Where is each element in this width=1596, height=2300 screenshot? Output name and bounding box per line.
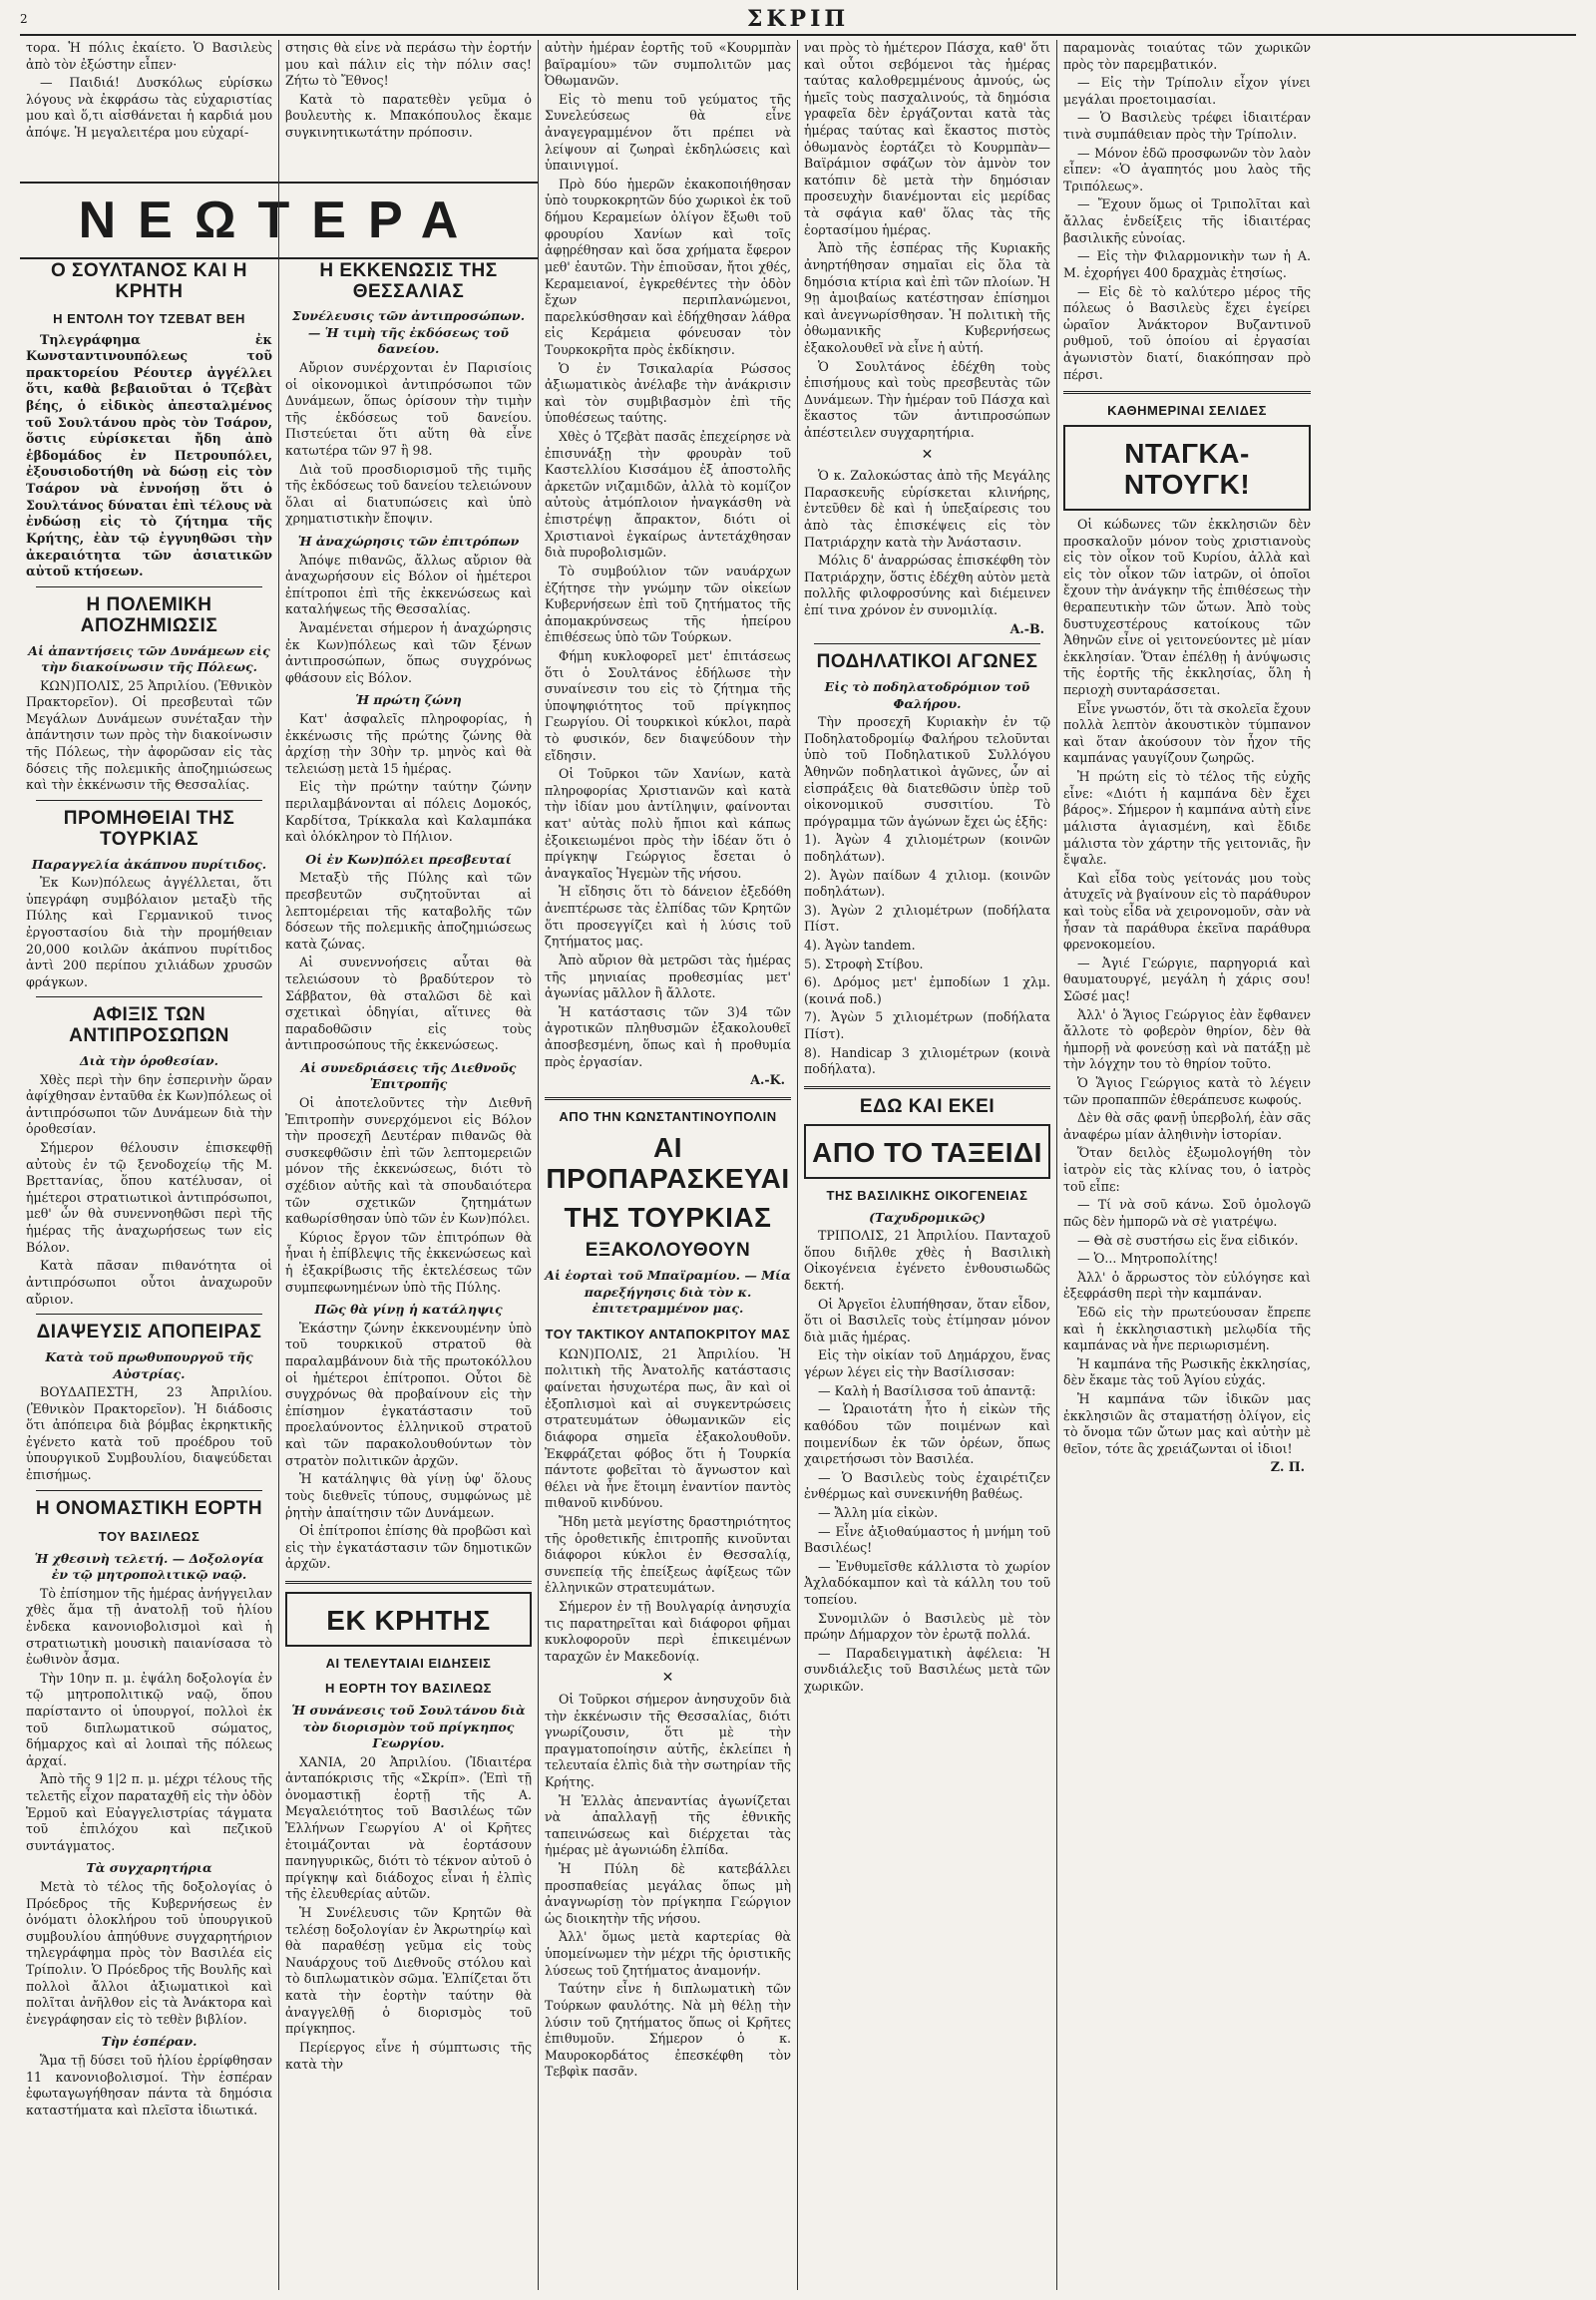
banner-spacer [285,144,532,253]
col1-p1: Τηλεγράφημα ἐκ Κωνσταντινουπόλεως τοῦ πρακτορείου Ρέουτερ ἀγγέλλει ὅτι, καθὰ βεβαιοῦται ὁ Τζεβὰτ βέης, ὁ εἰδικὸς ἀπεσταλμένος τοῦ Σουλτάνου πρὸς τὸν Τσάρον, ὅστις εὑρίσκεται ἤδη ἀπὸ ἑβδομάδος ἐν Πετρουπόλει, ἐξουσιοδοτήθη νὰ δώσῃ εἰς τὸν Τσάρον νὰ ἐννοήσῃ ὅτι ὁ Σουλτάνος δύναται ἐπὶ τέλους νὰ ἐνδώσῃ εἰς τὸ ζήτημα τῆς Κρήτης, ἐὰν τῷ ἐγγυηθῶσι τὴν ἀκεραιότητα τῶν ἀσιατικῶν αὐτοῦ κτήσεων. [26,331,272,579]
col2-heading-7: ΕΚ ΚΡΗΤΗΣ [326,1604,491,1636]
col5-p1-6: — Εἰς δὲ τὸ καλύτερο μέρος τῆς πόλεως ὁ Βασιλεὺς ἔχει ἐγείρει ὡραῖον Ἀνάκτορον Βυζαντινοῦ ρυθμοῦ, τοῦ ὁποίου αἱ ἐργασίαι ἀγωνιστὸν διατί, διακόπησαν πρὸ πέρσι. [1063,283,1311,382]
col3-heading-1-sub: Αἱ ἑορταὶ τοῦ Μπαϊραμίου. — Μία παρεξήγησις διὰ τὸν κ. ἐπιτετραμμένον μας. [545,1268,791,1317]
newspaper-title: ΣΚΡΙΠ [746,6,850,32]
col4-program-6: 7). Ἀγὼν 5 χιλιομέτρων (ποδήλατα Πίστ). [804,1009,1050,1042]
rule [36,1314,262,1315]
col3-signature-1: Α.-Κ. [750,1072,785,1088]
col2-p3-1: Εἰς τὴν πρώτην ταύτην ζώνην περιλαμβάνονται αἱ πόλεις Δομοκός, Καρδίτσα, Τρίκκαλα καὶ Καλαμπάκα καὶ ὁλόκληρον τὸ Πήλιον. [285,779,532,845]
column-2 [279,40,539,2290]
col2-heading-8: Ἡ συνάνεσις τοῦ Σουλτάνου διὰ τὸν διορισμὸν τοῦ πρίγκηπος Γεωργίου. [291,1703,526,1751]
col4-p1-0: ναι πρὸς τὸ ἡμέτερον Πάσχα, καθ' ὅτι καὶ οὗτοι σεβόμενοι τὰς ἡμέρας ταύτας καλοθρεμμένους ἀμνούς, ὡς ἡμεῖς τοὺς πασχαλινούς, τὰ δημόσια γραφεῖα δὲν ἐργάζονται κατὰ τὰς ἡμέρας ταύτας καὶ ἕκαστος πιστὸς ὀθωμανὸς ἑορτάζει τὸ Κουρμπὰν—Βαϊράμιον σφάζων τὸν ἀμνὸν τον κατόπιν δὲ μετὰ τὴν δημόσιαν προσευχὴν διανέμονται εἰς μερίδας τὰ σφάγια καθ' ὅλας τὰς τῆς ἑορτασίμου ἡμέρας. [804,40,1050,237]
col5-heading-1: ΚΑΘΗΜΕΡΙΝΑΙ ΣΕΛΙΔΕΣ [1107,403,1267,419]
double-rule [545,1097,791,1100]
rule [36,996,262,997]
col5-p1-1: — Εἰς τὴν Τρίπολιν εἶχον γίνει μεγάλαι προετοιμασίαι. [1063,75,1311,107]
col3-heading-1-sub2: ΤΟΥ ΤΑΚΤΙΚΟΥ ΑΝΤΑΠΟΚΡΙΤΟΥ ΜΑΣ [545,1326,791,1342]
separator-cross: ✕ [921,446,934,463]
col2-p3-0: Κατ' ἀσφαλεῖς πληροφορίας, ἡ ἐκκένωσις τῆς πρώτης ζώνης θὰ ἀρχίσῃ τὴν 30ὴν τρ. μηνὸς καὶ θὰ τελειώσῃ μετὰ 15 ἡμέρας. [285,710,532,776]
col4-p2-1: Μόλις δ' ἀναρρώσας ἐπισκέφθη τὸν Πατριάρχην, ὅστις ἐδέχθη αὐτὸν μετὰ πολλῆς φιλοφροσύνης καὶ διέμεινεν ἐπί τινα χρόνον ἐν συνομιλίᾳ. [804,553,1050,617]
col1-heading-6-b: ΤΟΥ ΒΑΣΙΛΕΩΣ [98,1528,200,1544]
col3-p3-4: Ταύτην εἶνε ἡ διπλωματικὴ τῶν Τούρκων φαυλότης. Νὰ μὴ θέλῃ τὴν λύσιν τοῦ ζητήματος ὅπως οἱ Κρῆτες ἐπιθυμοῦν. Σήμερον ὁ κ. Μαυροκορδάτος ἐπεσκέφθη τὸν Τεβφὶκ πασᾶν. [545,1981,791,2080]
col2-heading-2: Ἡ ἀναχώρησις τῶν ἐπιτρόπων [297,534,520,550]
col4-p4-1: Οἱ Ἀργεῖοι ἐλυπήθησαν, ὅταν εἶδον, ὅτι οἱ Βασιλεῖς τοὺς ἐτίμησαν μόνον διὰ μιᾶς ἡμέρας. [804,1296,1050,1344]
col3-p1-0: αὐτὴν ἡμέραν ἑορτῆς τοῦ «Κουρμπὰν βαϊραμίου» τῶν συμπολιτῶν μας Ὀθωμανῶν. [545,40,791,89]
col4-p4-5: — Ὁ Βασιλεὺς τοὺς ἐχαιρέτιζεν ἐνθέρμως καὶ συνεκινήθη βαθέως. [804,1469,1050,1502]
col3-p3-1: Ἡ Ἑλλὰς ἀπεναντίας ἀγωνίζεται νὰ ἀπαλλαγῇ τῆς ἐθνικῆς ταπεινώσεως καὶ διέρχεται τὰς ἡμέρας μὲ ἀγωνιώδη ἐλπίδα. [545,1792,791,1858]
col4-p4-8: — Ἐνθυμεῖσθε κάλλιστα τὸ χωρίον Ἀχλαδόκαμπον καὶ τὰ κάλλη του τοῦ τοπείου. [804,1558,1050,1608]
col4-p4-2: Εἰς τὴν οἰκίαν τοῦ Δημάρχου, ἕνας γέρων λέγει εἰς τὴν Βασίλισσαν: [804,1347,1050,1380]
col2-heading-7-sub: ΑΙ ΤΕΛΕΥΤΑΙΑΙ ΕΙΔΗΣΕΙΣ [325,1655,492,1671]
col4-heading-2: ΕΔΩ ΚΑΙ ΕΚΕΙ [859,1095,996,1117]
masthead [20,6,1576,36]
col5-p2-15: Ἡ καμπάνα τῶν ἰδικῶν μας ἐκκλησιῶν ἂς σταματήσῃ ὀλίγον, εἰς τὸ ὄνομα τῶν ὤτων μας καὶ αὐτὴν μὲ θεῖον, τότε ἂς χρειάζωνται οἱ ἰδιοι! [1063,1391,1311,1456]
col4-program-2: 3). Ἀγὼν 2 χιλιομέτρων (ποδήλατα Πίστ. [804,902,1050,935]
col5-p1-2: — Ὁ Βασιλεὺς τρέφει ἰδιαιτέραν τινὰ συμπάθειαν πρὸς τὴν Τρίπολιν. [1063,110,1311,143]
col2-heading-4: Οἱ ἐν Κων)πόλει πρεσβευταί [305,851,512,867]
col5-p2-1: Εἶνε γνωστόν, ὅτι τὰ σκολεῖα ἔχουν πολλὰ λεπτὸν ἀκουστικὸν τύμπανον καὶ ὅταν ἀκούσουν τὸν ἦχον τῆς καμπάνας γαυγίζουν ζωηρῶς. [1063,700,1311,766]
col5-p1-0: παραμονὰς τοιαύτας τῶν χωρικῶν πρὸς τὸν παρεμβατικόν. [1063,40,1311,72]
col3-p1-7: Οἱ Τοῦρκοι τῶν Χανίων, κατὰ πληροφορίας Χριστιανῶν καὶ κατὰ τὴν ἰδίαν μου ἀντίληψιν, φαίνονται κατ' αὐτὰς πολὺ ἤπιοι καὶ κάπως ἐξοικειωμένοι πρὸς τὴν ἰδέαν ὅτι ὁ πρίγκηψ Γεώργιος ἔσεται ὁ ἀναγκαῖος Ἡγεμὼν τῆς νήσου. [545,766,791,881]
col2-p2-0: Ἀπόψε πιθανῶς, ἄλλως αὔριον θὰ ἀναχωρήσουν εἰς Βόλον οἱ ἡμέτεροι ἐπίτροποι ἐπὶ τῆς ἐκκενώσεως καὶ καταλήψεως τῆς Θεσσαλίας. [285,552,532,617]
col3-p2-1: Ἤδη μετὰ μεγίστης δραστηριότητος τῆς ὁροθετικῆς ἐπιτροπῆς κινοῦνται διάφοροι κύκλοι ἐν Θεσσαλίᾳ, συνεπείᾳ τῆς ἐπείξεως ἀφίξεως τῶν ἑλληνικῶν στρατευμάτων. [545,1513,791,1596]
col1-heading-6: Η ΟΝΟΜΑΣΤΙΚΗ ΕΟΡΤΗ [35,1497,263,1519]
col4-program-1: 2). Ἀγὼν παίδων 4 χιλιομ. (κοινῶν ποδηλάτων). [804,867,1050,900]
col2-p6-0: Ἑκάστην ζώνην ἐκκενουμένην ὑπὸ τοῦ τουρκικοῦ στρατοῦ θὰ παραλαμβάνουν διὰ τῆς πρωτοκόλλου οἱ ἡμέτεροι ἐπίτροποι. Οὗτοι δὲ συγχρόνως θὰ προβαίνουν εἰς τὴν ἐπίσημον ἐγκατάστασιν τοῦ προελαύνοντος ἑλληνικοῦ στρατοῦ καὶ τῶν παρακολουθούντων τὸν στρατὸν πολιτικῶν ἀρχῶν. [285,1320,532,1468]
col2-p1-0: Αὔριον συνέρχονται ἐν Παρισίοις οἱ οἰκονομικοὶ ἀντιπρόσωποι τῶν Δυνάμεων, ὅπως ὁρίσουν τὴν τιμὴν τῆς ἐκδόσεως τοῦ δανείου. Πιστεύεται ὅτι αὕτη θὰ εἶνε κατωτέρα τῶν 97 ἢ 98. [285,359,532,458]
col2-heading-7-sub2: Η ΕΟΡΤΗ ΤΟΥ ΒΑΣΙΛΕΩΣ [325,1680,492,1696]
col5-p2-14: Ἡ καμπάνα τῆς Ρωσικῆς ἐκκλησίας, δὲν ἔκαμε τὰς τοῦ Ἁγίου εὐχάς. [1063,1355,1311,1388]
col2-p8-1: Ἡ Συνέλευσις τῶν Κρητῶν θὰ τελέσῃ δοξολογίαν ἐν Ἀκρωτηρίῳ καὶ θὰ παραθέσῃ γεῦμα εἰς τοὺς Ναυάρχους τοῦ Διεθνοῦς στόλου καὶ τὸ διπλωματικὸν σῶμα. Ἐλπίζεται ὅτι κατὰ τὴν ἑορτὴν ταύτην θὰ ἀναγγελθῇ ὁ διορισμὸς τοῦ πρίγκηπος. [285,1905,532,2037]
col3-heading-1: ΑΠΟ ΤΗΝ ΚΩΝΣΤΑΝΤΙΝΟΥΠΟΛΙΝ [559,1108,777,1124]
col4-p4-10: — Παραδειγματικὴ ἀφέλεια: Ἡ συνδιάλεξις τοῦ Βασιλέως μετὰ τῶν χωρικῶν. [804,1645,1050,1695]
col5-p2-7: Δὲν θὰ σᾶς φανῇ ὑπερβολή, ἐὰν σᾶς ἀναφέρω μίαν ἀληθινὴν ἱστορίαν. [1063,1110,1311,1142]
double-rule [285,1581,532,1584]
col4-program-4: 5). Στροφὴ Στίβου. [804,956,924,971]
col4-p2-0: Ὁ κ. Ζαλοκώστας ἀπὸ τῆς Μεγάλης Παρασκευῆς εὑρίσκεται κλινήρης, ἐντεῦθεν δὲ καὶ ἡ ὑπεξαίρεσις του ἀπὸ τὰς ἐπισκέψεις εἰς τὸν Πατριάρχην κατὰ τὴν Ἀνάστασιν. [804,468,1050,550]
rule [36,1490,262,1491]
col1-heading-1: Ο ΣΟΥΛΤΑΝΟΣ ΚΑΙ Η ΚΡΗΤΗ [50,259,248,302]
col1-p5: ΒΟΥΔΑΠΕΣΤΗ, 23 Ἀπριλίου. (Ἐθνικὸν Πρακτορεῖον). Ἡ διάδοσις ὅτι ἀπόπειρα διὰ βόμβας ἐκρηκτικῆς ἐγένετο κατὰ τοῦ προέδρου τοῦ ὑπουργικοῦ Συμβουλίου, διαψεύδεται ἐπισήμως. [26,1384,272,1483]
col1-top-1: — Παιδιά! Δυσκόλως εὑρίσκω λόγους νὰ ἐκφράσω τὰς εὐχαριστίας μου καὶ ὅ,τι αἰσθάνεται ἡ καρδιά μου ἀπόψε. Ἡ μεγαλειτέρα μου εὐχαρί- [26,75,272,141]
col3-p2-0: ΚΩΝ)ΠΟΛΙΣ, 21 Ἀπριλίου. Ἡ πολιτικὴ τῆς Ἀνατολῆς κατάστασις φαίνεται ἠσυχωτέρα πως, ἂν καὶ οἱ ἐξοπλισμοὶ καὶ αἱ συγκεντρώσεις στρατευμάτων ὀθωμανικῶν εἰς διάφορα σημεῖα ἐξακολουθοῦν. Ἐκφράζεται φόβος ὅτι ἡ Τουρκία πάντοτε φοβεῖται τὸ ἄγνωστον καὶ θέλει νὰ ἦνε ἕτοιμη ἐναντίον παντὸς πιθανοῦ κινδύνου. [545,1345,791,1511]
col2-p1-1: Διὰ τοῦ προσδιορισμοῦ τῆς τιμῆς τῆς ἐκδόσεως τοῦ δανείου τελειώνουν ὅλαι αἱ διατυπώσεις καὶ ὑπὸ χρηματιστικὴν ἔποψιν. [285,461,532,527]
col3-p1-5: Τὸ συμβούλιον τῶν ναυάρχων ἐζήτησε τὴν γνώμην τῶν οἰκείων Κυβερνήσεων ἐπὶ τοῦ ζητήματος τῆς ἀπομακρύνσεως τῆς ἠπείρου ἐπιθέσεως ὑπὸ τῶν Τούρκων. [545,563,791,645]
col3-p3-0: Οἱ Τοῦρκοι σήμερον ἀνησυχοῦν διὰ τὴν ἐκκένωσιν τῆς Θεσσαλίας, διότι γνωρίζουσιν, ὅτι μὲ τὴν πραγματοποίησιν αὐτῆς, ἐκλείπει ἡ τελευταία ἐλπὶς διὰ τὴν σωτηρίαν τῆς Κρήτης. [545,1691,791,1789]
col2-p6-1: Ἡ κατάληψις θὰ γίνῃ ὑφ' ὅλους τοὺς διεθνεῖς τύπους, συμφώνως μὲ ῥητὴν ἀπαίτησιν τῶν Δυνάμεων. [285,1471,532,1520]
col4-p4-4: — Ὡραιοτάτη ἦτο ἡ εἰκὼν τῆς καθόδου τῶν ποιμένων καὶ ποιμενίδων ἐκ τῶν ὀρέων, ὅπως χαιρετήσωσι τὸν Βασιλέα. [804,1401,1050,1467]
rule [814,643,1040,644]
col5-p2-8: Ὅταν δειλὸς ἐξωμολογήθη τὸν ἰατρὸν εἰς τὰς κλίνας του, ὁ ἰατρὸς τοῦ εἶπε: [1063,1145,1311,1194]
column-5 [1057,40,1317,2290]
col3-p1-2: Πρὸ δύο ἡμερῶν ἐκακοποιήθησαν ὑπὸ τουρκοκρητῶν δύο χωρικοὶ ἐκ τοῦ δήμου Κεραμείων ὀλίγον ἔξωθι τοῦ φρουρίου Χανίων καὶ τοῖς ἀφῃρέθησαν καὶ ὅσα χρήματα ἔφερον μεθ' ἑαυτῶν. Τὴν ἐπιοῦσαν, ἤτοι χθές, Κεραμειανοί, ἐγκρεθέντες τὴν ὁδὸν ἔχων περιπλανώμενοι, παρελκύσθησαν καὶ ἐδήχθησαν λάθρα εἰς Κεράμεια φόνευσαν τὸν Τουρκοκρῆτα πρὸς ἐκδίκησιν. [545,176,791,357]
col1-p7: Μετὰ τὸ τέλος τῆς δοξολογίας ὁ Πρόεδρος τῆς Κυβερνήσεως ἐν ὀνόματι ὁλοκλήρου τοῦ ὑπουργικοῦ συμβουλίου ἀπηύθυνε συγχαρητήριον τηλεγράφημα πρὸς τὸν Βασιλέα εἰς Τρίπολιν. Ὁ Πρόεδρος τῆς Βουλῆς καὶ πολλοὶ ἄλλοι ἀξιωματικοὶ καὶ πολῖται ἀνῆλθον εἰς τὰ Ἀνάκτορα καὶ ἐνεγράφησαν εἰς τὸ τεθὲν βιβλίον. [26,1878,272,2027]
banner-spacer [26,144,272,253]
columns [20,40,1576,2290]
col1-heading-2: Η ΠΟΛΕΜΙΚΗ ΑΠΟΖΗΜΙΩΣΙΣ [80,593,218,636]
col4-p3-0: Τὴν προσεχῆ Κυριακὴν ἐν τῷ Ποδηλατοδρομίῳ Φαλήρου τελοῦνται ὑπὸ τοῦ Ποδηλατικοῦ Συλλόγου Ἀθηνῶν ποδηλατικοὶ ἀγῶνες, ὧν αἱ εἰσπράξεις θὰ διατεθῶσιν ὑπὲρ τοῦ οἰκονομικοῦ συσσιτίου. Τὸ πρόγραμμα τῶν ἀγώνων ἔχει ὡς ἑξῆς: [804,714,1050,829]
col4-p4-0: ΤΡΙΠΟΛΙΣ, 21 Ἀπριλίου. Πανταχοῦ ὅπου διῆλθε χθὲς ἡ Βασιλικὴ Οἰκογένεια ἐγένετο ἐνθουσιωδῶς δεκτή. [804,1228,1050,1294]
col4-p4-3: — Καλὴ ἡ Βασίλισσα τοῦ ἀπαντᾷ: [818,1382,1036,1398]
col4-heading-3-b: ΤΗΣ ΒΑΣΙΛΙΚΗΣ ΟΙΚΟΓΕΝΕΙΑΣ [826,1187,1028,1203]
col5-p1-4: — Ἔχουν ὅμως οἱ Τριπολῖται καὶ ἄλλας ἐνδείξεις τῆς ἰδιαιτέρας βασιλικῆς εὐνοίας. [1063,196,1311,245]
col3-heading-1-b: ΑΙ ΠΡΟΠΑΡΑΣΚΕΥΑΙ [546,1131,790,1194]
col3-p1-3: Ὁ ἐν Τσικαλαρία Ρώσσος ἀξιωματικὸς ἀνέλαβε τὴν ἀνάκρισιν καὶ τὸν συμβιβασμὸν ἐπὶ τῆς ὑποθέσεως ταύτης. [545,360,791,426]
col1-heading-5-sub: Κατὰ τοῦ πρωθυπουργοῦ τῆς Αὐστρίας. [45,1349,253,1381]
col2-p4-1: Αἱ συνεννοήσεις αὗται θὰ τελειώσουν τὸ βραδύτερον τὸ Σάββατον, θὰ σταλῶσι δὲ καὶ σχετικαὶ ὁδηγίαι, αἵτινες θὰ παραδοθῶσιν εἰς τοὺς ἀντιπροσώπους τῆς ἐκκενώσεως. [285,955,532,1053]
col5-p2-0: Οἱ κώδωνες τῶν ἐκκλησιῶν δὲν προσκαλοῦν μόνον τοὺς χριστιανοὺς εἰς τὸν οἶκον τοῦ Κυρίου, ἀλλὰ καὶ εἰς τὸν οἶκον τῶν ἰατρῶν, οἱ ὁποῖοι ἔχουν τὴν ἀνάγκην τῆς ἐπιθέσεως τὴν θεραπευτικὴν τῶν ὤτων. Ἀπὸ τοὺς δυστυχεστέρους κατοίκους τῶν Ἀθηνῶν εἶνε οἱ γειτονεύοντες μὲ μίαν ἐκκλησίαν. Ὅταν ἐπέλθῃ ἡ ἀνύψωσις τῆς ἑορτῆς τῆς ἐκκλησίας, ὅλη ἡ περιοχὴ συνταράσσεται. [1063,516,1311,698]
rule [36,800,262,801]
col2-p5-0: Οἱ ἀποτελοῦντες τὴν Διεθνῆ Ἐπιτροπὴν συνερχόμενοι εἰς Βόλον τὴν προσεχῆ Δευτέραν πιθανῶς θὰ συσκεφθῶσιν ἐπὶ τῶν λεπτομερειῶν μόνον τῆς ἐκκενώσεως, διότι τὸ σχέδιον αὐτῆς καὶ τὰ σπουδαιότερα τῶν σχετικῶν ζητημάτων καθωρίσθησαν ὑπὸ τῶν ἐν Κων)πόλει. [285,1094,532,1227]
col1-p2: ΚΩΝ)ΠΟΛΙΣ, 25 Ἀπριλίου. (Ἐθνικὸν Πρακτορεῖον). Οἱ πρεσβευταὶ τῶν Μεγάλων Δυνάμεων συνέταξαν τὴν ἀπάντησιν των πρὸς τὴν διακοίνωσιν τῆς Πόλεως, τὴν ἀφορῶσαν εἰς τὰς δόσεις τῆς πολεμικῆς ἀποζημιώσεως καὶ τὴν ἐκκένωσιν τῆς Θεσσαλίας. [26,677,272,793]
column-1 [20,40,279,2290]
double-rule [1063,391,1311,394]
col2-p5-1: Κύριος ἔργον τῶν ἐπιτρόπων θὰ ἦναι ἡ ἐπίβλεψις τῆς ἐκκενώσεως καὶ ἡ ἐξακρίβωσις τῆς ἐκτελέσεως τῶν συμπεφωνημένων ὑπὸ τῆς Πύλης. [285,1229,532,1295]
col1-heading-6-sub: Ἡ χθεσινὴ τελετή. — Δοξολογία ἐν τῷ μητροπολιτικῷ ναῷ. [34,1550,264,1583]
rule [36,586,262,587]
col2-p4-0: Μεταξὺ τῆς Πύλης καὶ τῶν πρεσβευτῶν συζητοῦνται αἱ λεπτομέρειαι τῆς καταβολῆς τῶν δόσεων τῆς πολεμικῆς ἀποζημιώσεως κατὰ ζώνας. [285,870,532,952]
col3-p3-3: Ἀλλ' ὅμως μετὰ καρτερίας θὰ ὑπομείνωμεν τὴν μέχρι τῆς ὁριστικῆς λύσεως τοῦ ζητήματος ἀναμονήν. [545,1929,791,1978]
col1-heading-3: ΠΡΟΜΗΘΕΙΑΙ ΤΗΣ ΤΟΥΡΚΙΑΣ [63,807,235,850]
col5-p2-11: — Ὁ... Μητροπολίτης! [1077,1251,1219,1267]
col1-heading-1-sub: Η ΕΝΤΟΛΗ ΤΟΥ ΤΖΕΒΑΤ ΒΕΗ [53,311,245,327]
col1-p3: Ἐκ Κων)πόλεως ἀγγέλλεται, ὅτι ὑπεγράφη συμβόλαιον μεταξὺ τῆς Πύλης καὶ Γερμανικοῦ τινος ἐργοστασίου διὰ τὴν προμήθειαν 20,000 κοιλῶν ἀκάπνου πυρίτιδος ἀντὶ 200 περίπου χιλιάδων χρυσῶν φράγκων. [26,875,272,989]
col4-p4-6: — Ἄλλη μία εἰκὼν. [818,1504,939,1520]
col1-heading-2-sub: Αἱ ἀπαντήσεις τῶν Δυνάμεων εἰς τὴν διακοίνωσιν τῆς Πόλεως. [28,642,270,675]
page-number: 2 [20,12,28,26]
col1-p6-1: Τὴν 10ην π. μ. ἐψάλη δοξολογία ἐν τῷ μητροπολιτικῷ ναῷ, ὅπου παρίσταντο οἱ ὑπουργοί, πολλοὶ ἐκ τοῦ διπλωματικοῦ σώματος, δήμαρχος καὶ αἱ λοιπαὶ τῆς πόλεως ἀρχαί. [26,1670,272,1768]
col1-p8: Ἅμα τῇ δύσει τοῦ ἡλίου ἐρρίφθησαν 11 κανονιοβολισμοί. Τὴν ἑσπέραν ἐφωταγωγήθησαν πάντα τὰ δημόσια καταστήματα καὶ πλεῖστα ἰδιωτικά. [26,2052,272,2117]
col1-p4-1: Σήμερον θέλουσιν ἐπισκεφθῇ αὐτοὺς ἐν τῷ ξενοδοχείῳ τῆς Μ. Βρεττανίας, ὅπου κατέλυσαν, οἱ ἡμέτεροι στρατιωτικοὶ ἀντιπρόσωποι, μεθ' ὧν θὰ συνεννοηθῶσι περὶ τῆς ἡμέρας τῆς ἀναχωρήσεως των εἰς Βόλον. [26,1140,272,1255]
col5-p2-12: Ἀλλ' ὁ ἄρρωστος τὸν εὐλόγησε καὶ ἐξεφράσθη περὶ τὴν καμπάναν. [1063,1269,1311,1302]
col1-heading-4: ΑΦΙΞΙΣ ΤΩΝ ΑΝΤΙΠΡΟΣΩΠΩΝ [69,1004,229,1047]
col5-p2-13: Ἐδῶ εἰς τὴν πρωτεύουσαν ἔπρεπε καὶ ἡ ἐκκλησιαστικὴ μελῳδία τῆς καμπάνας νὰ ἦνε περιωρισμένη. [1063,1304,1311,1353]
col2-p2-1: Ἀναμένεται σήμερον ἡ ἀναχώρησις ἐκ Κων)πόλεως καὶ τῶν ξένων ἀντιπροσώπων, ὅπως συγχρόνως φθάσουν εἰς Βόλον. [285,619,532,685]
col4-p4-9: Συνομιλῶν ὁ Βασιλεὺς μὲ τὸν πρώην Δήμαρχον τὸν ἐρωτᾷ πολλά. [804,1610,1050,1643]
col4-program-7: 8). Handicap 3 χιλιομέτρων (κοινὰ ποδήλατα). [804,1044,1050,1077]
col1-p6-0: Τὸ ἐπίσημον τῆς ἡμέρας ἀνήγγειλαν χθὲς ἅμα τῇ ἀνατολῇ τοῦ ἡλίου ἐνδεκα κανονιοβολισμοὶ καὶ ἡ στρατιωτικὴ μουσικὴ παιανίσασα τὸ ἐωθινὸν ἆσμα. [26,1585,272,1668]
col4-p1-1: Ἀπὸ τῆς ἑσπέρας τῆς Κυριακῆς ἀνηρτήθησαν σημαῖαι εἰς ὅλα τὰ δημόσια κτίρια καὶ ἐπὶ τῶν πλοίων. Ἡ 9ῃ ἀμοιβαίως κατέστησαν ἐπίσημοι καὶ ἀνεγνωρίσθησαν. Ἡ πολιτικὴ τῆς ὀθωμανικῆς Κυβερνήσεως ἐξακολουθεῖ νὰ εἶνε ἡ αὐτή. [804,240,1050,355]
col2-heading-6: Πῶς θὰ γίνῃ ἡ κατάληψις [314,1302,503,1318]
col3-p3-2: Ἡ Πύλη δὲ κατεβάλλει προσπαθείας μεγάλας ὅπως μὴ ἀναγνωρίσῃ τὸν πρίγκηπα Γεώργιον ὡς διοικητὴν τῆς νήσου. [545,1861,791,1926]
column-4 [798,40,1057,2290]
separator-cross: ✕ [661,1670,674,1687]
col5-p1-5: — Εἰς τὴν Φιλαρμονικὴν των ἡ Α. Μ. ἐχορήγει 400 δραχμὰς ἐτησίως. [1063,248,1311,280]
col2-top-1: Κατὰ τὸ παρατεθὲν γεῦμα ὁ βουλευτὴς κ. Μπακόπουλος ἔκαμε συγκινητικωτάτην πρόποσιν. [285,91,532,141]
col5-heading-2: ΝΤΑΓΚΑ-ΝΤΟΥΓΚ! [1123,438,1251,501]
col1-heading-7: Τὰ συγχαρητήρια [86,1860,212,1876]
col5-p2-10: — Θὰ σὲ συστήσω εἰς ἕνα εἰδικόν. [1077,1232,1299,1248]
double-rule [804,1086,1050,1089]
col4-p1-2: Ὁ Σουλτάνος ἐδέχθη τοὺς ἐπισήμους καὶ τοὺς πρεσβευτὰς τῶν Δυνάμεων. Τὴν ἡμέραν τοῦ Πάσχα καὶ ἕκαστος τῶν ἀντιπροσώπων ἀπέστειλεν συγχαρητήρια. [804,358,1050,441]
col3-p1-9: Ἀπὸ αὔριον θὰ μετρῶσι τὰς ἡμέρας τῆς μηνιαίας προθεσμίας μετ' ἀγωνίας μᾶλλον ἢ ἄλλοτε. [545,952,791,1001]
col1-p4-2: Κατὰ πᾶσαν πιθανότητα οἱ ἀντιπρόσωποι οὗτοι ἀναχωροῦν αὔριον. [26,1258,272,1307]
col5-p2-6: Ὁ Ἅγιος Γεώργιος κατὰ τὸ λέγειν τῶν προπαππῶν ἐθεράπευσε κωφούς. [1063,1075,1311,1107]
col1-heading-3-sub: Παραγγελία ἀκάπνου πυρίτιδος. [31,856,267,872]
col5-p2-2: Ἡ πρώτη εἰς τὸ τέλος τῆς εὐχῆς εἶνε: «Διότι ἡ καμπάνα δὲν ἔχει βάρος». Σήμερον ἡ καμπάνα αὐτὴ εἶνε μάλιστα ἁγιασμένη, καὶ ἔδιδε μάλιστα τὸν χάρτην τῆς γειτονιᾶς, ἢν ἔψαλε. [1063,769,1311,868]
col1-heading-8: Τὴν ἑσπέραν. [101,2034,198,2050]
col5-p1-3: — Μόνον ἐδῶ προσφωνῶν τὸν λαὸν εἶπεν: «Ὁ ἀγαπητός μου λαὸς τῆς Τριπόλεως». [1063,145,1311,193]
col2-p8-2: Περίεργος εἶνε ἡ σύμπτωσις τῆς κατὰ τὴν [285,2039,532,2072]
col5-p2-9: — Τί νὰ σοῦ κάνω. Σοῦ ὁμολογῶ πῶς δὲν ἠμπορῶ νὰ σὲ γιατρέψω. [1063,1197,1311,1229]
col4-program-5: 6). Δρόμος μετ' ἐμποδίων 1 χλμ. (κοινά ποδ.) [804,974,1050,1006]
col5-p2-3: Καὶ εἶδα τοὺς γείτονάς μου τοὺς ἀτυχεῖς νὰ βγαίνουν εἰς τὸ παράθυρον καὶ τοὺς εἶδα νὰ χειρονομοῦν, σὰν νὰ ἦσαν τὰ παράθυρα ἐκεῖνα παράθυρα φρενοκομείου. [1063,870,1311,953]
col2-top-0: στησις θὰ εἶνε νὰ περάσω τὴν ἑορτήν μου καὶ πάλιν εἰς τὴν πόλιν σας! Ζήτω τὸ Ἔθνος! [285,40,532,89]
col5-p2-4: — Ἀγιέ Γεώργιε, παρηγοριά καὶ θαυματουργέ, μεγάλη ἡ χάρις σου! Σῶσέ μας! [1063,955,1311,1003]
col3-p1-4: Χθὲς ὁ Τζεβὰτ πασᾶς ἐπεχείρησε νὰ ἐπισυνάξῃ τὴν φρουρὰν τοῦ Καστελλίου Κισσάμου ἐξ ἀποστολῆς ἀρκετῶν νιζαμιδῶν, ἀλλὰ τὸ κομίζον αὐτοὺς ἀτμόπλοιον ἠναγκάσθη νὰ ἐπιστρέψῃ ἄπρακτον, διότι οἱ Χριστιανοὶ ἐγκαίρως ἀντετάχθησαν διὰ πυροβολισμῶν. [545,429,791,561]
col2-heading-1-sub: Συνέλευσις τῶν ἀντιπροσώπων. — Ἡ τιμὴ τῆς ἐκδόσεως τοῦ δανείου. [291,308,526,357]
col3-p2-2: Σήμερον ἐν τῇ Βουλγαρίᾳ ἀνησυχία τις παρατηρεῖται καὶ διάφοροι φῆμαι κυκλοφοροῦν περὶ ἐπικειμένων ταραχῶν ἐν Μακεδονίᾳ. [545,1599,791,1664]
col3-p1-6: Φήμη κυκλοφορεῖ μετ' ἐπιτάσεως ὅτι ὁ Σουλτάνος ἐδήλωσε τὴν συναίνεσιν του εἰς τὸ ζήτημα τῆς ὑποψηφιότητος τοῦ πρίγκηπος Γεωργίου. Οἱ τουρκικοὶ κύκλοι, παρὰ τὸ φυσικόν, δεν διαψεύδουν τὴν εἴδησιν. [545,647,791,763]
taxidi-box [804,1124,1050,1179]
col3-p1-8: Ἡ εἴδησις ὅτι τὸ δάνειον ἐξεδόθη ἀνεπτέρωσε τὰς ἐλπίδας τῶν Κρητῶν ὅτι προσεγγίζει καὶ ἡ λύσις τοῦ ζητήματος μας. [545,884,791,950]
col1-p4-0: Χθὲς περὶ τὴν 6ην ἑσπερινὴν ὥραν ἀφίχθησαν ἐνταῦθα ἐκ Κων)πόλεως οἱ ἀντιπρόσωποι τῶν Δυνάμεων διὰ τὴν ὁροθεσίαν. [26,1071,272,1137]
column-3 [539,40,798,2290]
col1-heading-5: ΔΙΑΨΕΥΣΙΣ ΑΠΟΠΕΙΡΑΣ [36,1322,262,1343]
col1-heading-4-sub: Διὰ τὴν ὁροθεσίαν. [79,1053,219,1069]
col2-heading-1: Η ΕΚΚΕΝΩΣΙΣ ΤΗΣ ΘΕΣΣΑΛΙΑΣ [319,259,498,302]
col2-p8-0: ΧΑΝΙΑ, 20 Ἀπριλίου. (Ἰδιαιτέρα ἀνταπόκρισις τῆς «Σκρίπ». (Ἐπὶ τῇ ὀνομαστικῇ ἑορτῇ τῆς Α. Μεγαλειότητος τοῦ Βασιλέως τῶν Ἑλλήνων Γεωργίου Α' οἱ Κρῆτες ἑτοιμάζονται νὰ ἑορτάσουν πανηγυρικῶς, διότι τὸ τέκνον αὐτοῦ ὁ πρίγκηψ καὶ διάδοχος εἶναι ἡ ἐλπὶς τῆς ἐλευθερίας αὐτῶν. [285,1753,532,1902]
banner-headline: ΝΕΩΤΕΡΑ [20,182,539,259]
col4-heading-1: ΠΟΔΗΛΑΤΙΚΟΙ ΑΓΩΝΕΣ [816,651,1038,673]
col4-heading-1-sub: Εἰς τὸ ποδηλατοδρόμιον τοῦ Φαλήρου. [824,679,1030,711]
col4-heading-3-sub: (Ταχυδρομικῶς) [869,1209,986,1225]
ntagka-box [1063,425,1311,511]
col2-heading-5: Αἱ συνεδριάσεις τῆς Διεθνοῦς Ἐπιτροπῆς [300,1059,517,1092]
col1-top-0: τορα. Ἡ πόλις ἐκαίετο. Ὁ Βασιλεὺς ἀπὸ τὸν ἐξώστην εἶπεν· [26,40,272,72]
col2-heading-3: Ἡ πρώτη ζώνη [355,692,462,708]
col4-p4-7: — Εἶνε ἀξιοθαύμαστος ἡ μνήμη τοῦ Βασιλέως! [804,1523,1050,1556]
col3-p1-10: Ἡ κατάστασις τῶν 3)4 τῶν ἀγροτικῶν πληθυσμῶν ἐξακολουθεῖ ἀποσβεσμένη, ὅπως καὶ ἡ προθυμία πρὸς ἐργασίαν. [545,1003,791,1069]
ek-kritis-box [285,1592,532,1647]
col5-signature-1: Ζ. Π. [1270,1459,1305,1475]
col4-heading-3: ΑΠΟ ΤΟ ΤΑΞΕΙΔΙ [812,1136,1042,1168]
col4-signature-1: Α.-Β. [1009,620,1044,636]
col5-p2-5: Ἀλλ' ὁ Ἅγιος Γεώργιος ἐὰν ἔφθανεν ἄλλοτε τὸ φοβερὸν θηρίον, δὲν θὰ ἠμπορῇ νὰ φονεύσῃ καὶ νὰ πατάξῃ μὲ τὴν λόγχην του τὸ θηρίον τοῦτο. [1063,1006,1311,1072]
col3-heading-1-c: ΤΗΣ ΤΟΥΡΚΙΑΣ [564,1201,772,1233]
col4-program-3: 4). Ἀγὼν tandem. [804,938,916,953]
col1-p6-2: Ἀπὸ τῆς 9 1|2 π. μ. μέχρι τέλους τῆς τελετῆς εἶχον παραταχθῆ εἰς τὴν ὁδὸν Ἑρμοῦ καὶ Εὐαγγελιστρίας τάγματα τοῦ ἐπιλόχου καὶ πεζικοῦ συντάγματος. [26,1771,272,1853]
col4-program-0: 1). Ἀγὼν 4 χιλιομέτρων (κοινῶν ποδηλάτων). [804,832,1050,864]
col2-p6-2: Οἱ ἐπίτροποι ἐπίσης θὰ προβῶσι καὶ εἰς τὴν ἐγκατάστασιν τῶν δημοτικῶν ἀρχῶν. [285,1523,532,1572]
col3-p1-1: Εἰς τὸ menu τοῦ γεύματος τῆς Συνελεύσεως θὰ εἶνε ἀναγεγραμμένον ὅτι πρέπει νὰ λείψουν αἱ ζωηραὶ ἐκδηλώσεις καὶ ὑπαινιγμοί. [545,91,791,174]
col3-heading-1-d: ΕΞΑΚΟΛΟΥΘΟΥΝ [585,1240,751,1262]
